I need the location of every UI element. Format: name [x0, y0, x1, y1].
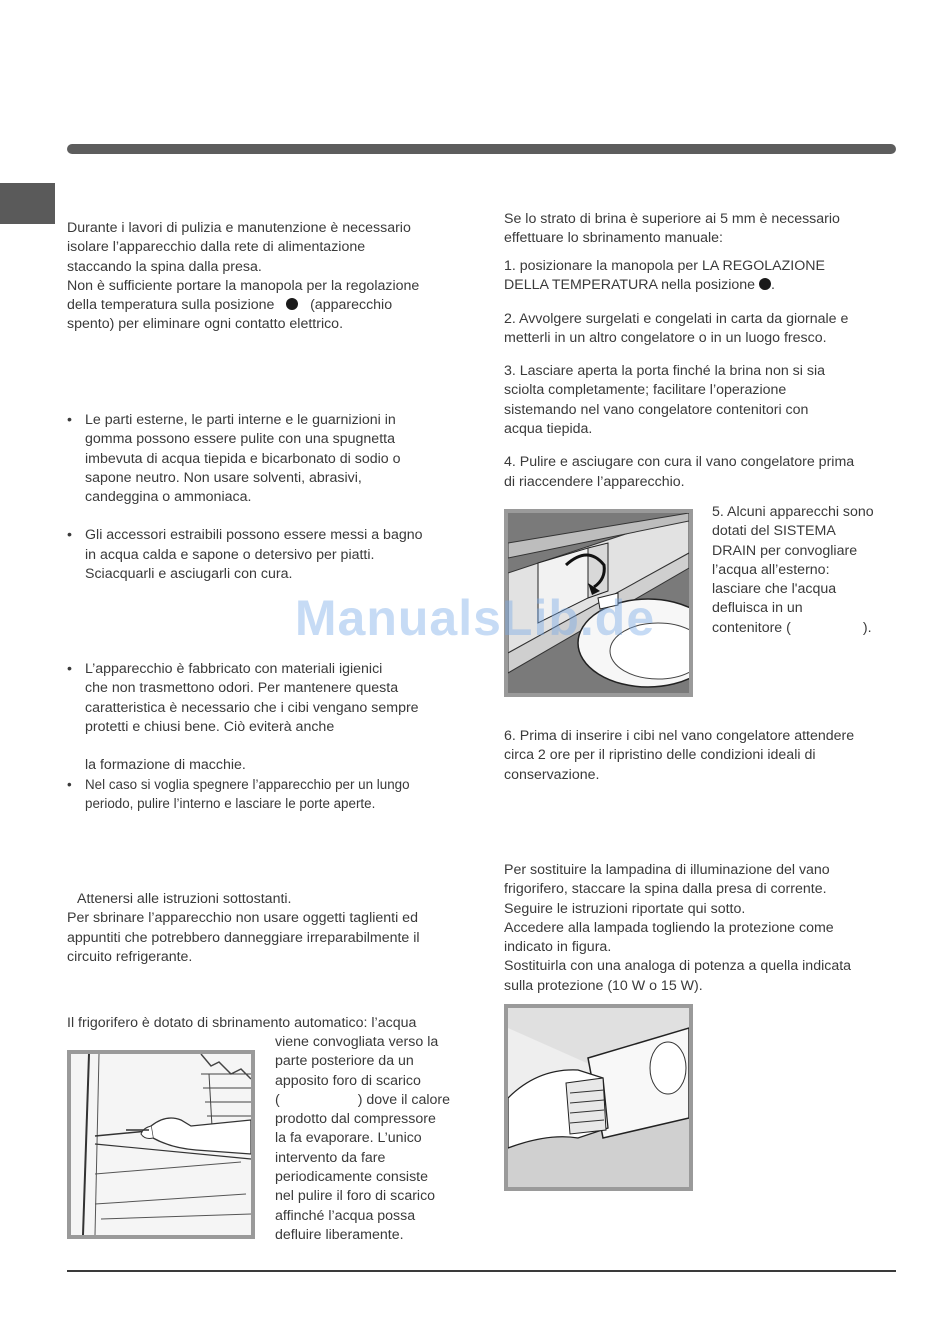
list-item [67, 411, 462, 507]
step-line: conservazione. [504, 766, 600, 783]
step-line: 5. Alcuni apparecchi sono [712, 504, 874, 520]
off-position-icon [286, 298, 298, 310]
lamp-line: Accedere alla lampada togliendo la protezione come [504, 919, 834, 936]
list-item-line: Le parti esterne, le parti interne e le guarnizioni in [85, 412, 396, 428]
list-item-line: gomma possono essere pulite con una spugnetta [85, 431, 395, 448]
step-line: l’acqua all’esterno: [712, 561, 830, 578]
hygiene-list [67, 660, 462, 813]
step-line: lasciare che l'acqua [712, 581, 837, 598]
step-line: 2. Avvolgere surgelati e congelati in carta da giornale e [504, 310, 849, 327]
lamp-line: Per sostituire la lampadina di illuminazione del vano [504, 862, 830, 878]
intro-line: Se lo strato di brina è superiore ai 5 mm è necessario [504, 211, 840, 227]
defrost-intro [67, 890, 467, 967]
fridge-defrost-line-tail: ) dove il calore [357, 1091, 450, 1108]
step-line [712, 619, 912, 638]
step-2 [504, 310, 899, 349]
lamp-instructions [504, 861, 904, 996]
footer-rule [67, 1270, 896, 1272]
off-position-icon [759, 278, 771, 290]
list-item-line: candeggina o ammoniaca. [85, 489, 252, 506]
step-line: defluisca in un [712, 600, 803, 617]
step-4 [504, 453, 899, 492]
fridge-defrost-line: nel pulire il foro di scarico [275, 1188, 436, 1205]
intro-line: Non è sufficiente portare la manopola per la regolazione [67, 277, 420, 294]
step-line: sciolta completamente; facilitare l’operazione [504, 382, 787, 399]
fridge-defrost-line: la fa evaporare. L’unico [275, 1130, 422, 1147]
fridge-defrost-first-line: Il frigorifero è dotato di sbrinamento automatico: l’acqua [67, 1015, 417, 1031]
list-item-line: sapone neutro. Non usare solventi, abrasivi, [85, 469, 362, 486]
list-item-line: Nel caso si voglia spegnere l’apparecchio per un lungo [85, 777, 410, 793]
defrost-line: Attenersi alle istruzioni sottostanti. [77, 891, 292, 907]
list-item-line: la formazione di macchie. [85, 757, 246, 774]
list-item-line: che non trasmettono odori. Per mantenere questa [85, 680, 399, 697]
step-5 [712, 503, 912, 638]
bullet-icon: • [67, 661, 72, 677]
intro-line: della temperatura sulla posizione [67, 297, 275, 314]
list-item-line: Gli accessori estraibili possono essere messi a bagno [85, 527, 423, 544]
bullet-icon: • [67, 412, 72, 428]
lamp-line: sulla protezione (10 W o 15 W). [504, 977, 703, 994]
paren-open: ( [275, 1091, 280, 1108]
step-line: di riaccendere l’apparecchio. [504, 473, 685, 490]
list-item-line: imbevuta di acqua tiepida e bicarbonato di sodio o [85, 450, 401, 467]
step-line-text: DELLA TEMPERATURA nella posizione [504, 277, 756, 294]
step-line [504, 276, 899, 295]
list-item-line: L’apparecchio è fabbricato con materiali igienici [85, 661, 383, 677]
step-line: metterli in un altro congelatore o in un luogo fresco. [504, 329, 827, 346]
list-item [67, 526, 462, 584]
intro-line: (apparecchio [310, 297, 393, 314]
fridge-defrost-line: parte posteriore da un [275, 1053, 414, 1070]
fridge-defrost-line: prodotto dal compressore [275, 1111, 436, 1128]
lamp-line: Sostituirla con una analoga di potenza a quella indicata [504, 958, 852, 975]
step-line: 4. Pulire e asciugare con cura il vano congelatore prima [504, 454, 855, 471]
header-rule [67, 144, 896, 154]
step-line-text: contenitore ( [712, 619, 791, 636]
list-item-line: periodo, pulire l’interno e lasciare le porte aperte. [85, 796, 376, 812]
defrost-line: appuntiti che potrebbero danneggiare irreparabilmente il [67, 929, 420, 946]
step-line: circa 2 ore per il ripristino delle condizioni ideali di [504, 747, 816, 764]
fridge-drain-illustration [71, 1054, 251, 1235]
fridge-defrost-wrap [275, 1033, 465, 1245]
step-line: sistemando nel vano congelatore contenitori con [504, 401, 809, 418]
intro-line: isolare l’apparecchio dalla rete di alimentazione [67, 239, 366, 256]
step-3 [504, 362, 899, 439]
list-item [67, 660, 462, 775]
intro-line-with-symbol [67, 296, 457, 315]
step-6 [504, 727, 899, 785]
intro-line: staccando la spina dalla presa. [67, 258, 262, 275]
step-line: 3. Lasciare aperta la porta finché la brina non si sia [504, 363, 825, 380]
fridge-defrost-line [275, 1091, 465, 1110]
fridge-defrost-line: viene convogliata verso la [275, 1034, 439, 1050]
fridge-drain-figure [67, 1050, 255, 1239]
step-line: 1. posizionare la manopola per LA REGOLAZIONE [504, 258, 825, 274]
intro-line: effettuare lo sbrinamento manuale: [504, 230, 723, 247]
list-item-line: caratteristica è necessario che i cibi vengano sempre [85, 699, 419, 716]
intro-line: Durante i lavori di pulizia e manutenzione è necessario [67, 220, 411, 236]
fridge-defrost-line: periodicamente consiste [275, 1169, 428, 1186]
defrost-line: Per sbrinare l’apparecchio non usare oggetti taglienti ed [67, 910, 418, 927]
step-line-tail: ). [862, 619, 872, 636]
safety-intro [67, 219, 457, 335]
lamp-line: Seguire le istruzioni riportate qui sotto. [504, 900, 746, 917]
step-line-tail: . [770, 277, 775, 294]
defrost-line: circuito refrigerante. [67, 948, 193, 965]
fridge-defrost-line: affinché l’acqua possa [275, 1207, 416, 1224]
intro-line: spento) per eliminare ogni contatto elettrico. [67, 316, 344, 333]
step-line: DRAIN per convogliare [712, 542, 858, 559]
list-item-line: in acqua calda e sapone o detersivo per piatti. [85, 546, 375, 563]
manual-defrost-intro [504, 210, 899, 249]
step-6-block [504, 727, 899, 785]
list-item [67, 775, 462, 813]
fridge-defrost-line: apposito foro di scarico [275, 1072, 421, 1089]
language-tab [0, 183, 55, 224]
list-item-line: Sciacquarli e asciugarli con cura. [85, 566, 293, 583]
step-1 [504, 257, 899, 296]
manual-defrost-steps [504, 257, 899, 492]
step-line: 6. Prima di inserire i cibi nel vano congelatore attendere [504, 728, 855, 744]
lamp-line: indicato in figura. [504, 939, 612, 956]
fridge-defrost-line: defluire liberamente. [275, 1226, 404, 1243]
fridge-defrost-line: intervento da fare [275, 1149, 386, 1166]
lamp-line: frigorifero, staccare la spina dalla presa di corrente. [504, 881, 827, 898]
bullet-icon: • [67, 527, 72, 544]
step-line: acqua tiepida. [504, 421, 593, 438]
cleaning-list [67, 411, 462, 584]
list-item-line: protetti e chiusi bene. Ciò eviterà anche [85, 718, 335, 735]
lamp-figure [504, 1004, 693, 1191]
watermark: ManualsLib.de [294, 590, 656, 646]
step-line: dotati del SISTEMA [712, 523, 836, 540]
bullet-icon: • [67, 777, 72, 793]
lamp-replacement-illustration [508, 1008, 689, 1187]
